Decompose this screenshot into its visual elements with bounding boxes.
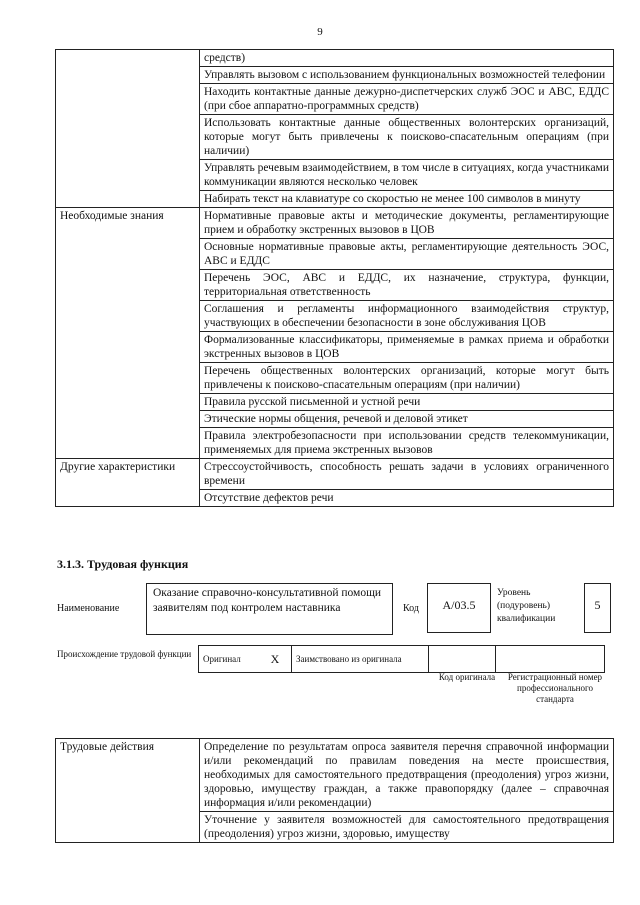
level-value: 5 (594, 598, 601, 612)
code-original-caption: Код оригинала (438, 672, 496, 682)
page-number: 9 (317, 26, 323, 38)
row-item: Использовать контактные данные общественных волонтерских организаций, которые могут быть привлечены к поисково-спасательным операциям (при наличии) (200, 115, 614, 160)
row-item: Перечень ЭОС, АВС и ЕДДС, их назначение, структура, функции, территориальная ответственность (200, 270, 614, 301)
row-item: Этические нормы общения, речевой и деловой этикет (200, 411, 614, 428)
code-value: А/03.5 (442, 598, 476, 612)
row-item: Набирать текст на клавиатуре со скоростью не менее 100 символов в минуту (200, 191, 614, 208)
origin-table (198, 645, 605, 673)
table-row (56, 208, 614, 239)
origin-label: Происхождение трудовой функции (57, 649, 192, 659)
row-label: Трудовые действия (56, 739, 200, 843)
row-item: Стрессоустойчивость, способность решать задачи в условиях ограниченного времени (200, 459, 614, 490)
row-item: Определение по результатам опроса заявителя перечня справочной информации и/или рекомендаций по правилам поведения на месте происшествия, необходимых для самостоятельного предотвращения (преодоления) угроз жизни, здоровью, имуществу граждан, а также правопорядку (далее – справочная информация и/или рекомендации) (200, 739, 614, 812)
row-item: Формализованные классификаторы, применяемые в рамках приема и обработки экстренных вызовов в ЦОВ (200, 332, 614, 363)
code-label: Код (403, 603, 419, 614)
skills-knowledge-table (55, 49, 614, 507)
row-item: Перечень общественных волонтерских организаций, которые могут быть привлечены к поисково-спасательным операциям (при наличии) (200, 363, 614, 394)
code-original-cell (429, 646, 496, 673)
name-label: Наименование (57, 603, 120, 614)
level-label: Уровень (подуровень) квалификации (497, 588, 556, 624)
row-label: Другие характеристики (56, 459, 200, 507)
original-label: Оригинал (199, 646, 260, 673)
function-name-box (146, 583, 393, 635)
row-item: Соглашения и регламенты информационного взаимодействия структур, участвующих в обеспечении безопасности в зоне обслуживания ЦОВ (200, 301, 614, 332)
row-item: Уточнение у заявителя возможностей для самостоятельного предотвращения (преодоления) угроз жизни, здоровью, имуществу (200, 812, 614, 843)
reg-number-caption: Регистрационный номер профессионального стандарта (507, 672, 603, 704)
labor-actions-table (55, 738, 614, 843)
level-box (584, 583, 611, 633)
function-name-value: Оказание справочно-консультативной помощи заявителям под контролем наставника (153, 587, 382, 614)
row-item: Отсутствие дефектов речи (200, 490, 614, 507)
borrowed-label: Заимствовано из оригинала (292, 646, 429, 673)
row-item: Нормативные правовые акты и методические документы, регламентирующие прием и обработку экстренных вызовов в ЦОВ (200, 208, 614, 239)
table-row (56, 459, 614, 490)
original-mark: Х (259, 646, 292, 673)
code-box (427, 583, 491, 633)
row-item: Находить контактные данные дежурно-диспетчерских служб ЭОС и АВС, ЕДДС (при сбое аппаратно-программных средств) (200, 84, 614, 115)
row-label: Необходимые знания (56, 208, 200, 459)
row-item: Управлять речевым взаимодействием, в том числе в ситуациях, когда участниками коммуникации являются несколько человек (200, 160, 614, 191)
row-item: Правила русской письменной и устной речи (200, 394, 614, 411)
table-row (56, 50, 614, 67)
row-item: Управлять вызовом с использованием функциональных возможностей телефонии (200, 67, 614, 84)
row-item: Правила электробезопасности при использовании средств телекоммуникации, применяемых для приема экстренных вызовов (200, 428, 614, 459)
row-item: Основные нормативные правовые акты, регламентирующие деятельность ЭОС, АВС и ЕДДС (200, 239, 614, 270)
reg-number-cell (496, 646, 605, 673)
row-label (56, 50, 200, 208)
section-title: 3.1.3. Трудовая функция (57, 557, 189, 571)
row-item: средств) (200, 50, 614, 67)
table-row (56, 739, 614, 812)
